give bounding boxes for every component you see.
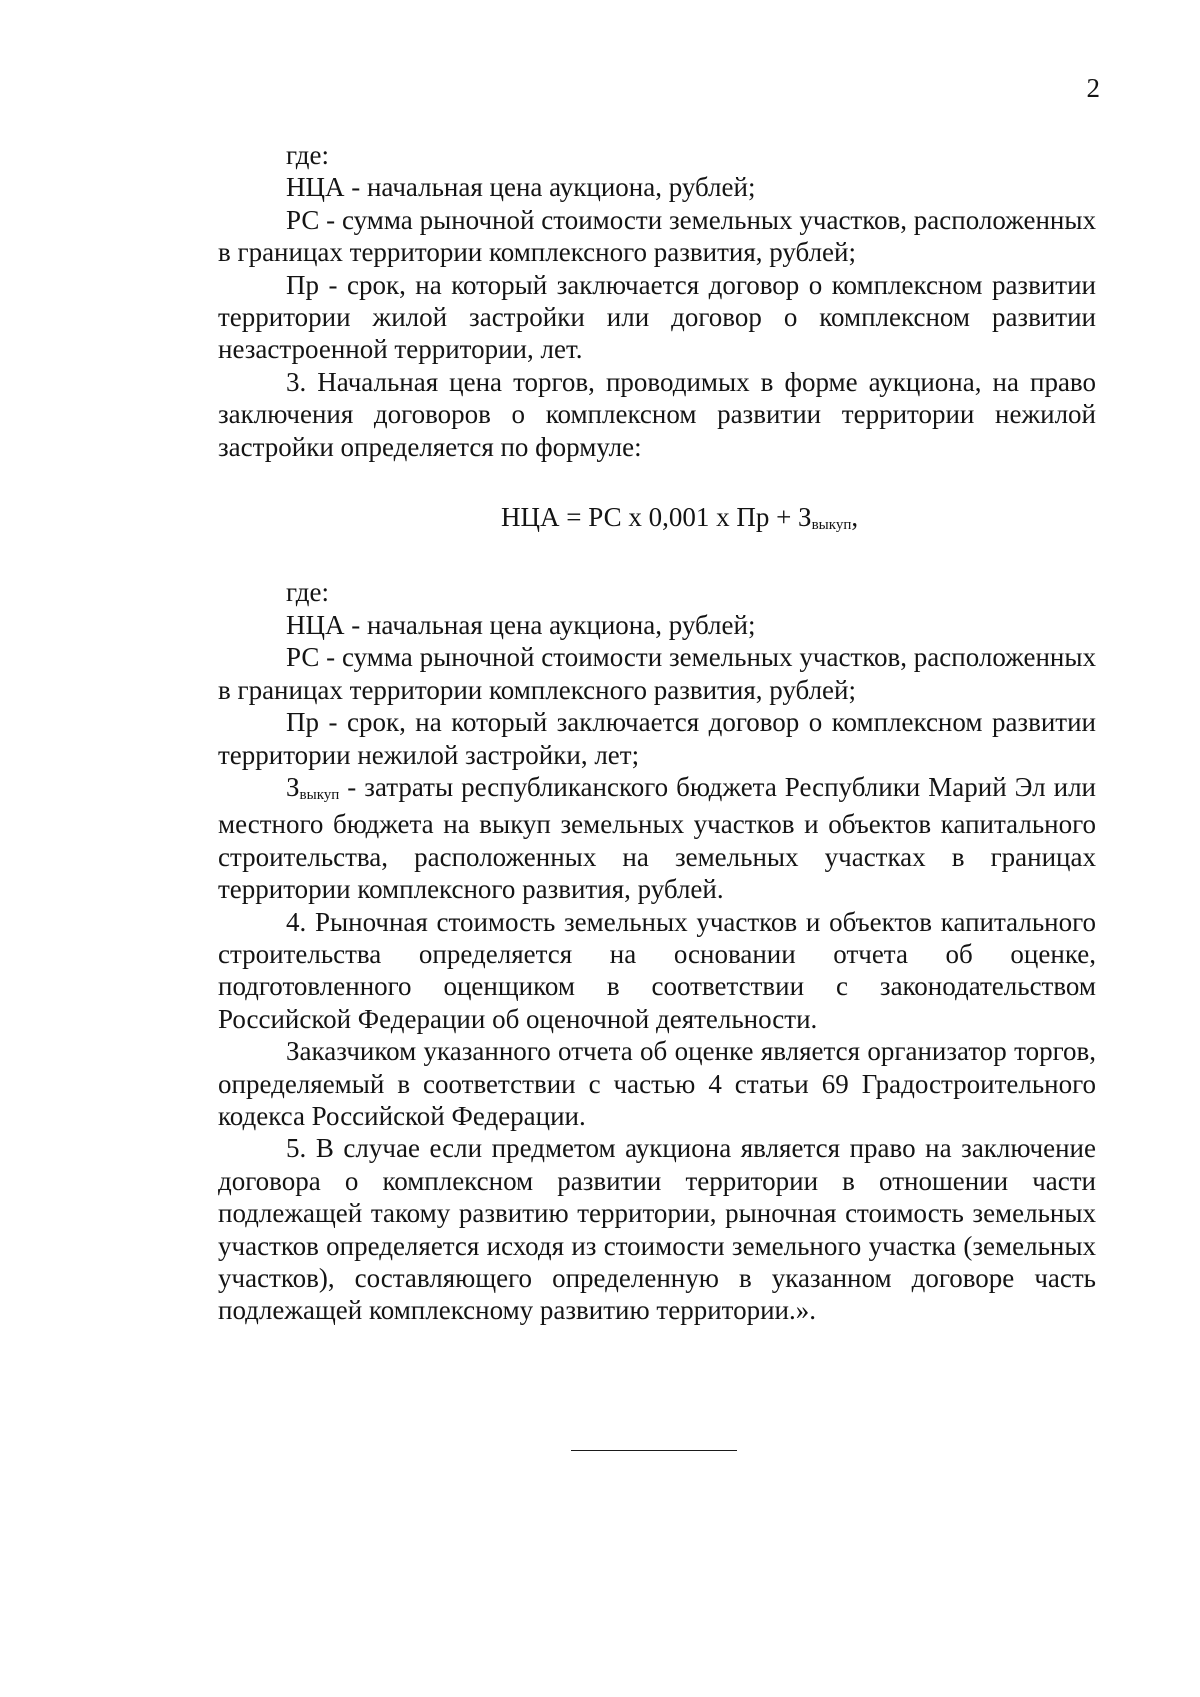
end-divider — [571, 1450, 737, 1451]
where-label: где: — [286, 140, 329, 170]
formula — [218, 501, 1096, 538]
definition-rs-2: РС - сумма рыночной стоимости земельных участков, расположенных в границах территории комплексного развития, рублей; — [218, 642, 1096, 705]
definition-pr: Пр - срок, на который заключается договор о комплексном развитии территории жилой застройки или договор о комплексном развитии незастроенной территории, лет. — [218, 269, 1096, 365]
clause-3: 3. Начальная цена торгов, проводимых в форме аукциона, на право заключения договоров о комплексном развитии территории нежилой застройки определяется по формуле: — [218, 366, 1096, 462]
definition-pr-2: Пр - срок, на который заключается договор о комплексном развитии территории нежилой застройки, лет; — [218, 707, 1096, 770]
clause-4-customer: Заказчиком указанного отчета об оценке является организатор торгов, определяемый в соответствии с частью 4 статьи 69 Градостроительного кодекса Российской Федерации. — [218, 1036, 1096, 1131]
z-subscript: выкуп — [299, 786, 340, 803]
definition-rs: РС - сумма рыночной стоимости земельных участков, расположенных в границах территории комплексного развития, рублей; — [218, 204, 1096, 268]
formula-tail: , — [851, 502, 859, 533]
definition-nca-2: НЦА - начальная цена аукциона, рублей; — [286, 609, 756, 640]
document-body — [218, 139, 1096, 1327]
definition-nca: НЦА - начальная цена аукциона, рублей; — [286, 172, 756, 203]
formula-subscript: выкуп — [811, 517, 852, 534]
clause-4: 4. Рыночная стоимость земельных участков и объектов капитального строительства определяется на основании отчета об оценке, подготовленного оценщиком в соответствии с законодательством Российской Федерации об оценочной деятельности. — [218, 906, 1096, 1034]
definition-z-buyout — [218, 771, 1096, 906]
where-label-2: где: — [286, 577, 329, 608]
clause-5: 5. В случае если предметом аукциона является право на заключение договора о комплексном развитии территории в отношении части подлежащей такому развитию территории, рыночная стоимость земельных участков определяется исходя из стоимости земельного участка (земельных участков), составляющего определенную в указанном договоре часть подлежащей комплексному развитию территории.». — [218, 1133, 1096, 1326]
z-symbol: З — [286, 771, 300, 802]
formula-main: НЦА = РС х 0,001 х Пр + З — [501, 502, 812, 533]
z-definition-text: - затраты республиканского бюджета Республики Марий Эл или местного бюджета на выкуп земельных участков и объектов капитального строительства, расположенных на земельных участках в границах территории комплексного развития, рублей. — [218, 771, 1096, 905]
page-number: 2 — [1086, 73, 1100, 103]
